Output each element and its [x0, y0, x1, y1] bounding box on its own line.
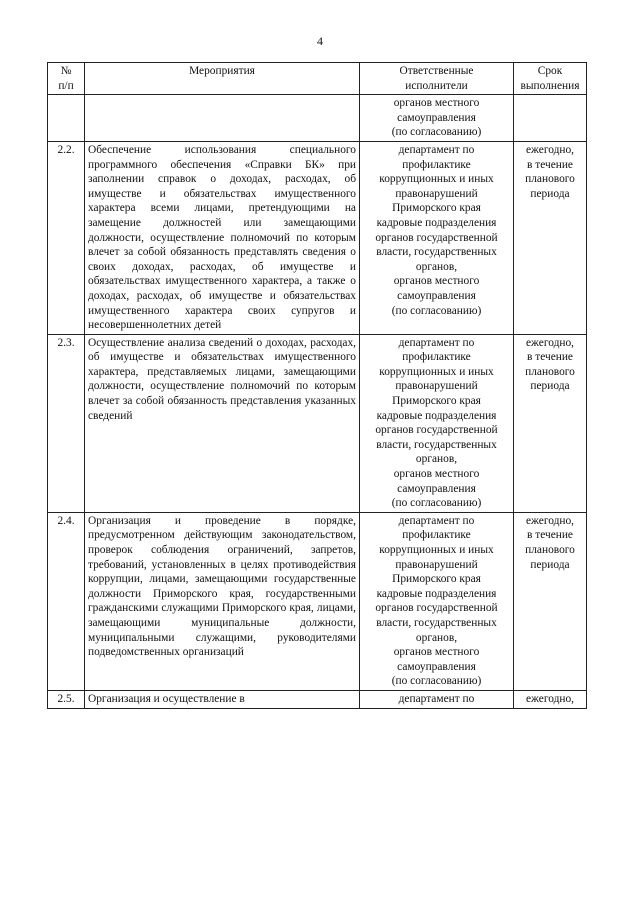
- table-row: [48, 334, 587, 512]
- responsible-line: органов местного: [393, 468, 480, 481]
- page-number: 4: [317, 34, 323, 48]
- responsible-line: коррупционных и иных: [379, 173, 494, 186]
- row-number: 2.4.: [48, 512, 85, 690]
- term-line: ежегодно,: [525, 514, 575, 527]
- action-plan-table: [47, 62, 587, 709]
- header-responsible: Ответственные исполнители: [360, 63, 514, 95]
- responsible-line: органов местного: [393, 275, 480, 288]
- term-line: ежегодно,: [525, 692, 575, 705]
- responsible-line: самоуправления: [397, 482, 476, 495]
- table-row: [48, 512, 587, 690]
- table-row: [48, 690, 587, 708]
- row-responsible: [360, 141, 514, 334]
- responsible-line: власти, государственных: [376, 438, 497, 451]
- row-number: 2.5.: [48, 690, 85, 708]
- responsible-line: профилактике: [402, 158, 471, 171]
- responsible-line: коррупционных и иных: [379, 365, 494, 378]
- responsible-line: кадровые подразделения: [376, 409, 497, 422]
- responsible-line: самоуправления: [397, 289, 476, 302]
- term-line: периода: [530, 558, 570, 571]
- header-activity: Мероприятия: [85, 63, 360, 95]
- responsible-line: Приморского края: [392, 395, 481, 408]
- responsible-line: органов,: [415, 453, 458, 466]
- term-line: ежегодно,: [525, 336, 575, 349]
- row-activity: Организация и осуществление в: [85, 690, 360, 708]
- continuation-num: [48, 95, 85, 142]
- responsible-line: департамент по: [398, 336, 475, 349]
- term-line: в течение: [526, 529, 573, 542]
- responsible-line: власти, государственных: [376, 616, 497, 629]
- row-term: [514, 141, 587, 334]
- responsible-line: правонарушений: [395, 558, 478, 571]
- responsible-line: профилактике: [402, 529, 471, 542]
- responsible-line: органов местного: [393, 646, 480, 659]
- responsible-line: кадровые подразделения: [376, 587, 497, 600]
- continuation-term: [514, 95, 587, 142]
- responsible-line: профилактике: [402, 351, 471, 364]
- responsible-line: самоуправления: [397, 660, 476, 673]
- row-responsible: [360, 690, 514, 708]
- responsible-line: (по согласованию): [391, 675, 482, 688]
- responsible-line: (по согласованию): [391, 304, 482, 317]
- term-line: периода: [530, 380, 570, 393]
- responsible-line: органов,: [415, 631, 458, 644]
- term-line: планового: [525, 173, 575, 186]
- row-activity: Организация и проведение в порядке, предусмотренном действующим законодательством, проверок соблюдения ограничений, запретов, требований, установленных в целях противодействия коррупции, лицами, замещающими государственные должности Приморского края, государственными гражданскими служащими Приморского края, лицами, замещающими муниципальные должности, муниципальными служащими, руководителями подведомственных организаций: [85, 512, 360, 690]
- row-term: [514, 512, 587, 690]
- row-responsible: [360, 334, 514, 512]
- responsible-line: департамент по: [398, 692, 475, 705]
- term-line: периода: [530, 187, 570, 200]
- term-line: ежегодно,: [525, 143, 575, 156]
- responsible-line: органов,: [415, 260, 458, 273]
- responsible-line: департамент по: [398, 514, 475, 527]
- responsible-line: департамент по: [398, 143, 475, 156]
- header-term: Срок выполнения: [514, 63, 587, 95]
- responsible-line: власти, государственных: [376, 246, 497, 259]
- term-line: в течение: [526, 158, 573, 171]
- row-number: 2.2.: [48, 141, 85, 334]
- responsible-line: Приморского края: [392, 202, 481, 215]
- term-line: планового: [525, 365, 575, 378]
- responsible-line: органов государственной: [375, 231, 498, 244]
- responsible-line: коррупционных и иных: [379, 544, 494, 556]
- row-term: [514, 334, 587, 512]
- continuation-responsible: органов местного самоуправления (по согласованию): [360, 95, 514, 142]
- row-activity: Обеспечение использования специального программного обеспечения «Справки БК» при заполнении справок о доходах, расходах, об имуществе и обязательствах имущественного характера всеми лицами, претендующими на замещение должностей или замещающими должности, осуществление полномочий по которым влечет за собой обязанность представлять сведения о своих доходах, расходах, об имуществе и обязательствах имущественного характера, а также о доходах, расходах, об имуществе и обязательствах имущественного характера своих супругов и несовершеннолетних детей: [85, 141, 360, 334]
- row-term: [514, 690, 587, 708]
- continuation-activity: [85, 95, 360, 142]
- table-header-row: [48, 63, 587, 95]
- term-line: в течение: [526, 351, 573, 364]
- row-responsible: [360, 512, 514, 690]
- responsible-line: Приморского края: [392, 573, 481, 586]
- continuation-row: [48, 95, 587, 142]
- responsible-line: кадровые подразделения: [376, 216, 497, 229]
- responsible-line: (по согласованию): [391, 497, 482, 510]
- responsible-line: органов государственной: [375, 424, 498, 437]
- header-number: № п/п: [48, 63, 85, 95]
- row-activity: Осуществление анализа сведений о доходах, расходах, об имуществе и обязательствах имущественного характера, представляемых лицами, замещающими должности, осуществление полномочий по которым влечет за собой обязанность представления указанных сведений: [85, 334, 360, 512]
- term-line: планового: [525, 544, 575, 556]
- responsible-line: органов государственной: [375, 602, 498, 615]
- table-row: [48, 141, 587, 334]
- responsible-line: правонарушений: [395, 380, 478, 393]
- responsible-line: правонарушений: [395, 187, 478, 200]
- row-number: 2.3.: [48, 334, 85, 512]
